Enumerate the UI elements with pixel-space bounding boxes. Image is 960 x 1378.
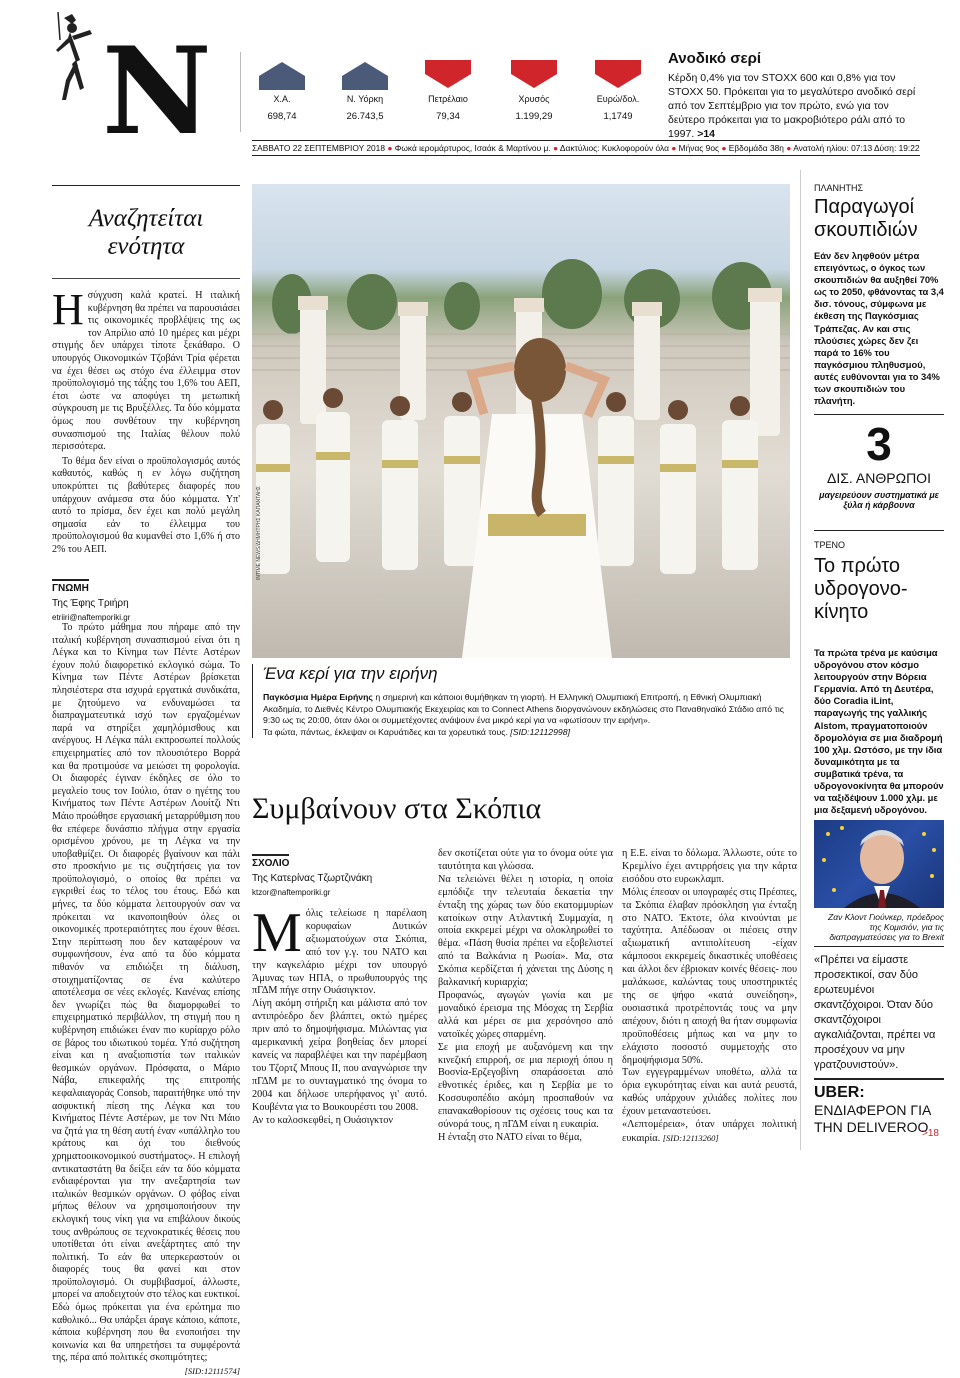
ticker-label: Πετρέλαιο <box>428 94 468 104</box>
dateline-week: Εβδομάδα 38η <box>728 143 784 153</box>
skopje-col1-text: όλις τελείωσε η παρέλαση κορυφαίων Δυτικών αξιωματούχων στα Σκόπια, από τον γ.γ. του ΝΑΤΟ και την καγκελάριο μέχρι τον υπουργό Άμυνας των ΗΠΑ, ο πρωθυπουργός της πΓΔΜ πήγε στην Ουάσιγκτον. Λίγη ακόμη στήριξη και μάλιστα από τον αντιπρόεδρο δεν βλάπτει, οκτώ ημέρες πριν από το δημοψήφισμα. Μιλώντας για αμερικανική χείρα βοηθείας δεν μπορεί κανείς να παραβλέψει και την παρέμβαση του Τζορτζ Μπους ΙΙ, που αναγνώρισε την πΓΔΜ με το συνταγματικό της όνομα το 2004 και δήλωσε υπερήφανος γι' αυτό. Κουβέντα για το Βουκουρέστι του 2008. Αν το καλοσκεφθεί, η Ουάσιγκτον <box>252 908 427 1126</box>
caption-body: η σημερινή και κάποιοι θυμήθηκαν τη γιορτή. Η Ελληνική Ολυμπιακή Επιτροπή, η Εθνική Ολυμπιακή Ακαδημία, το Διεθνές Κέντρο Ολυμπιακής Εκεχειρίας και το Connect Athens διοργανώνουν εκδηλώσεις στο Παναθηναϊκό Στάδιο από τις 9:30 ως τις 20:00, όταν όλοι οι συμμετέχοντες ανάψουν ένα μικρό κερί για να «φωτίσουν την ειρήνη». <box>263 692 784 725</box>
up-arrow-icon <box>423 60 473 90</box>
ticker-value: 698,74 <box>267 111 297 122</box>
divider <box>52 185 240 186</box>
masthead-letter: N <box>102 21 208 162</box>
market-title: Ανοδικό σερί <box>668 50 762 67</box>
planet-headline: Παραγωγοί σκουπιδιών <box>814 196 918 241</box>
market-box <box>668 50 928 141</box>
dateline-date: ΣΑΒΒΑΤΟ 22 ΣΕΠΤΕΜΒΡΙΟΥ 2018 <box>252 143 385 153</box>
masthead <box>50 10 208 162</box>
dateline-celebration: Φωκά ιερομάρτυρος, Ισαάκ & Μαρτίνου μ. <box>394 143 551 153</box>
uber-headline: UBER: <box>814 1084 865 1101</box>
ticker-value: 79,34 <box>436 111 460 122</box>
ticker-label: Χ.Α. <box>273 94 291 104</box>
opinion-email[interactable]: etriiri@naftemporiki.gr <box>52 613 131 622</box>
hermes-logo-icon <box>50 10 100 110</box>
big-number: 3 <box>866 418 892 470</box>
portrait-illustration <box>814 820 944 908</box>
market-body: Κέρδη 0,4% για τον STOXX 600 και 0,8% για τον STOXX 50. Πρόκειται για το μεγαλύτερο ανοδικό σερί από τον Σεπτέμβριο για τον πρώτο, ενώ για τον δεύτερο πρόκειται για το μακροβιότερο ράλι από το 1997. <box>668 72 916 140</box>
skopje-kicker: ΣΧΟΛΙΟ <box>252 854 289 869</box>
photo-caption <box>252 664 792 738</box>
divider <box>814 530 944 531</box>
ticker-ny <box>335 60 395 122</box>
down-arrow-icon <box>340 60 390 90</box>
ticker-label: Ευρώ/δολ. <box>596 94 640 104</box>
dateline: ΣΑΒΒΑΤΟ 22 ΣΕΠΤΕΜΒΡΙΟΥ 2018 ● Φωκά ιερομάρτυρος, Ισαάκ & Μαρτίνου μ. ● Δακτύλιος: Κυκλοφορούν όλα ● Μήνας 9ος ● Εβδομάδα 38η ● Ανατολή ηλίου: 07:13 Δύση: 19:22 <box>252 140 920 156</box>
skopje-column-2 <box>438 848 613 1148</box>
opinion-kicker: ΓΝΩΜΗ <box>52 579 89 594</box>
uber-sub: ΕΝΔΙΑΦΕΡΟΝ ΓΙΑ ΤΗΝ DELIVEROO <box>814 1102 931 1135</box>
big-number-sub: μαγειρεύουν συστηματικά με ξύλα ή κάρβουνα <box>819 490 939 510</box>
dropcap: Η <box>52 285 84 334</box>
market-ref-link[interactable]: >14 <box>697 128 716 140</box>
dropcap: Μ <box>252 902 302 964</box>
ticker-value: 1.199,29 <box>515 111 553 122</box>
dateline-ring: Δακτύλιος: Κυκλοφορούν όλα <box>559 143 669 153</box>
ticker-label: Χρυσός <box>518 94 550 104</box>
opinion-author: Της Έφης Τριήρη <box>52 598 129 609</box>
ticker-xa <box>252 60 312 122</box>
train-section: ΤΡΕΝΟ <box>814 540 846 550</box>
dateline-sun: Ανατολή ηλίου: 07:13 Δύση: 19:22 <box>793 143 920 153</box>
ticker-label: Ν. Υόρκη <box>346 94 384 104</box>
skopje-col2-text: δεν σκοτίζεται ούτε για το όνομα ούτε για ταυτότητα και γλώσσα. Να τελειώνει θέλει η ιστορία, η οποία εμπόδιζε την τελευταία δεκαετία την ένταξη της χώρας των δύο εκατομμυρίων κατοίκων στην Ατλαντική Συμμαχία, η οποία εκκρεμεί μέχρι να ολοκληρωθεί το θέμα. «Πάση θυσία πρέπει να εξοβελιστεί από τα Βαλκάνια η Ρωσία». Μα, στα Σκόπια κερδίζεται ή χάνεται της Δύσης η βαλκανική κυριαρχία; Προφανώς, αγωγών γωνία και με μοναδικό έρεισμα της Μόσχας τη Σερβία αλλά και μέρει σε μια χερσόνησο από νατοϊκές χώρες σπαρμένη. Σε μια εποχή με αυξανόμενη και την κινεζική επιρροή, σε μια περιοχή όπου η Βοσνία-Ερζεγοβίνη σπαράσσεται από εθνοτικές έριδες, και η Σερβία με το Κοσσυφοπέδιο ακόμη προσπαθούν να επανακαθορίσουν τις σχέσεις τους και τα σύνορά τους, η πΓΔΜ είναι η ευκαιρία. Η ένταξη στο ΝΑΤΟ είναι το θέμα, <box>438 848 613 1143</box>
juncker-name: Ζαν Κλοντ Γιούνκερ <box>828 912 902 922</box>
caption-end: Τα φώτα, πάντως, έκλεψαν οι Καρυάτιδες και τα χορευτικά τους. <box>263 726 508 737</box>
juncker-quote: «Πρέπει να είμαστε προσεκτικοί, σαν δύο ερωτευμένοι σκαντζόχοιροι. Όταν δύο σκαντζόχοιροι αγκαλιάζονται, πρέπει να προσέχουν να μην γρατζουνιστούν». <box>814 954 936 1071</box>
train-text: Τα πρώτα τρένα με καύσιμα υδρογόνου στον κόσμο λειτουργούν στην Βόρεια Γερμανία. Από τη Δευτέρα, δύο Coradia iLint, παραγωγής της γαλλικής Alstom, πραγματοποιούν δρομολόγια σε μια διαδρομή 100 χλμ. Ωστόσο, με την ίδια δυναμικότητα με τα συμβατικά τρένα, τα υδρογονοκίνητα θα μπορούν να ταξιδέψουν 1.000 χλμ. με μια δεξαμενή υδρογόνου. <box>814 647 944 816</box>
skopje-author: Της Κατερίνας Τζωρτζινάκη <box>252 873 373 884</box>
juncker-photo <box>814 820 944 908</box>
juncker-caption <box>814 912 944 942</box>
divider <box>814 414 944 415</box>
ticker-value: 1,1749 <box>603 111 633 122</box>
ticker-oil <box>418 60 478 122</box>
opinion-paragraph: Το θέμα δεν είναι ο προϋπολογισμός αυτός καθαυτός, καθώς η εν λόγω συζήτηση υποκρύπτει τις βαθύτερες διαφορές που υπάρχουν ανάμεσα στα δύο κόμματα. Υπ' αυτό το πρίσμα, δεν έχει και πολύ μεγάλη σημασία εάν το έλλειμμα του προϋπολογισμού θα κυμανθεί στο 1,6% ή στο 2% του ΑΕΠ. <box>52 455 240 555</box>
dancers-illustration <box>252 184 790 658</box>
skopje-email[interactable]: ktzor@naftemporiki.gr <box>252 888 331 897</box>
caption-text <box>263 692 792 738</box>
uber-ref-link[interactable]: >18 <box>922 1128 939 1139</box>
divider <box>814 1078 944 1080</box>
skopje-title: Συμβαίνουν στα Σκόπια <box>252 792 542 825</box>
juncker-caption-rest: , πρόεδρος της Κομισιόν, για τις διαπραγματεύσεις για το Brexit <box>829 912 944 942</box>
skopje-column-1 <box>252 902 427 1148</box>
divider <box>52 278 240 279</box>
ticker-gold <box>504 60 564 122</box>
big-number-label: ΔΙΣ. ΑΝΘΡΩΠΟΙ <box>827 470 931 486</box>
up-arrow-icon <box>593 60 643 90</box>
train-headline: Το πρώτο υδρογονο-κίνητο <box>814 555 908 623</box>
skopje-sid: [SID:12113260] <box>662 1132 719 1143</box>
opinion-paragraph: σύγχυση καλά κρατεί. Η ιταλική κυβέρνηση θα πρέπει να παρουσιάσει τις οικονομικές προβλέψεις της ως τον Απρίλιο από 10 ημέρες και μέχρι στιγμής δεν υπάρχει τίποτε ξεκάθαρο. Ο υπουργός Οικονομικών Τζοβάνι Τρία φέρεται να έχει θέσει ως στόχο ένα έλλειμμα στον προϋπολογισμό της τάξης του 1,6% του ΑΕΠ, έτσι ώστε να αποφύγει τη μετωπική σύγκρουση με τις Βρυξέλλες. Τα δύο κόμματα όμως που συνθέτουν την κυβέρνηση συνασπισμού της Ιταλίας θέλουν πολύ περισσότερα. <box>52 290 240 453</box>
caption-title: Ένα κερί για την ειρήνη <box>263 664 438 683</box>
opinion-body-top <box>52 285 240 575</box>
opinion-paragraph: Το πρώτο μάθημα που πήραμε από την ιταλική κυβέρνηση συνασπισμού είναι ότι η Λέγκα και το Κίνημα των Πέντε Αστέρων έχουν πολύ διαφορετικό εκλογικό σώμα. Το Κίνημα των Πέντε Αστέρων βρίσκεται πλησιέστερα στα ισχυρά εργατικά συνδικάτα, με ζητούμενο να ενδυναμώσει τα διαπραγματευτικά ισχύ των εργαζομένων παρά να στηρίξει χαμηλόμισθους και ανέργους. Η Λέγκα πάλι εκπροσωπεί πολλούς επιχειρηματίες από τον πλουσιότερο Βορρά και θα προτιμούσε να μειώσει τη φορολογία. Οι διαφορές έγιναν έκδηλες σε όλο το μεγαλείο τους τον Ιούλιο, όταν ο ηγέτης του Κινήματος των Πέντε Αστέρων Λουίτζι Ντι Μάιο προώθησε εργασιακή μεταρρύθμιση που θα επέφερε δυνάσπιο πλήγμα στην εργασία ορισμένου χρόνου, με τη Λέγκα να την υποβαθμίζει. Οι διαφορές βγαίνουν και πάλι στο προσκήνιο με τις συζητήσεις για τον προϋπολογισμό, ο οποίος θα πρέπει να εγκριθεί έως το τέλος του έτους. Εδώ και μήνες, τα δύο κόμματα λειτουργούν σαν να πρόκειται να ικανοποιηθούν όλες οι οικονομικές προτεραιότητες που έχουν θέσει. Στην περίπτωση που δεν καταφέρουν να συμφωνήσουν, ένα από τα δύο κόμματα πιθανόν να επιδιώξει τη διάλυση, στοιχηματίζοντας σε ένα καλύτερο αποτέλεσμα σε νέες εκλογές. Κανένας επίσης δεν γνωρίζει πώς θα διαμορφωθεί το επιχειρηματικό περιβάλλον, τη στιγμή που η κυβέρνηση επιδιώκει έναν πιο κυρίαρχο ρόλο σε βάρος του ιδιωτικού τομέα. Υπό συζήτηση είναι και η αναξιοπιστία των ιταλικών θεσμικών οργάνων. Πρόσφατα, ο Μάριο Νάβα, επικεφαλής της επιτροπής κεφαλαιαγοράς Consob, παραιτήθηκε υπό την ασφυκτική πίεση της Λέγκα και του Κινήματος Πέντε Αστέρων, με τον Ντι Μάιο να ζητά για τη θέση αυτή έναν «υπάλληλο του κράτους και όχι του διεθνούς χρηματοοικονομικού συστήματος». Η επιλογή αντικαταστάτη θα δείξει εάν τα δύο κόμματα ενδιαφέρονται για την ανεξαρτησία των ιταλικών θεσμικών οργάνων. Ο φόβος είναι μήπως θέλουν να χρησιμοποιήσουν την εκλογική τους νίκη για να επιβάλουν δικούς τους ανθρώπους σε τεχνοκρατικές θέσεις που υποτίθεται ότι είναι ανεξάρτητες από την πολιτική. Το εάν θα υπερκεραστούν οι διαφορές τους θα φανεί και στον προϋπολογισμό. Οι συμβιβασμοί, άλλωστε, μπορεί να αποδειχτούν στο τέλος και ευκτικοί. Εδώ όμως πρόκειται για ένα ερώτημα πιο καθολικό... Θα υπάρξει άραγε κάποιο, κάποτε, κάποια κυβέρνηση που θα ενοποιήσει την κοινωνία και θα υπηρετήσει τα συμφέροντά της, πέρα από πολιτικές σκοπιμότητες; <box>52 622 240 1364</box>
masthead-divider <box>240 52 241 132</box>
quote-box <box>814 946 944 1073</box>
opinion-sid: [SID:12111574] <box>184 1366 240 1377</box>
market-text <box>668 71 928 141</box>
right-column-divider <box>800 170 801 1150</box>
caryatids-photo <box>252 184 790 658</box>
opinion-body-bottom <box>52 622 240 1377</box>
ticker-eurusd <box>588 60 648 122</box>
caption-lead: Παγκόσμια Ημέρα Ειρήνης <box>263 692 373 702</box>
skopje-col3-text: η Ε.Ε. είναι το δόλωμα. Άλλωστε, ούτε το Κρεμλίνο έχει αντιρρήσεις για την κάρτα εισόδου στο ευρωκλαμπ. Μόλις έπεσαν οι υπογραφές στις Πρέσπες, τα Σκόπια έλαβαν πρόσκληση για ένταξη στο ΝΑΤΟ. Έκτοτε, όλα κινούνται με ταχύτητα. Απέδωσαν οι πιέσεις στην αξιωματική αντιπολίτευση -είχαν κάμποσοι εκκρεμείς δικαστικές υποθέσεις και άλλοι δεν έβριοκαν κοινές θέσεις- που μαλάκωσε, καλώντας τους υποστηρικτές της σε ψήφο «κατά συνείδηση», ουσιαστικά προτρέποντάς τους να μην απέχουν, διότι η αποχή θα ήταν συμφωνία προϋποθέσεις μήπως και να μην το ελάχιστο ποσοστό συμμετοχής στο δημοψήφισμα 50%. Των εγγεγραμμένων υποθέτω, αλλά τα όρια εγκυρότητας είναι και αυτά ρευστά, καθώς υπάρχουν χιλιάδες πολίτες που έχουν μεταναστεύσει. «Λεπτομέρεια», όταν υπάρχει πολιτική ευκαιρία. <box>622 848 797 1144</box>
planet-text: Εάν δεν ληφθούν μέτρα επειγόντως, ο όγκος των σκουπιδιών θα αυξηθεί 70% ως το 2050, φθάνοντας τα 3,4 δισ. τόνους, σύμφωνα με έκθεση της Παγκόσμιας Τράπεζας. Αν και στις πλούσιες χώρες δεν ζει παρά το 16% του παγκόσμιου πληθυσμού, αυτές ευθύνονται για το 34% των σκουπιδιών του πλανήτη. <box>814 250 944 407</box>
skopje-column-3 <box>622 848 797 1148</box>
down-arrow-icon <box>257 60 307 90</box>
photo-credit: INTIME NEWS/ΔΗΜΗΤΡΗΣ ΚΑΠΑΝΤΑΗΣ <box>256 486 262 580</box>
dateline-month: Μήνας 9ος <box>678 143 720 153</box>
planet-section: ΠΛΑΝΗΤΗΣ <box>814 183 864 193</box>
up-arrow-icon <box>509 60 559 90</box>
caption-sid: [SID:12112998] <box>510 726 571 737</box>
skopje-byline <box>252 853 422 897</box>
opinion-title: Αναζητείται ενότητα <box>88 205 204 260</box>
opinion-byline <box>52 578 172 622</box>
ticker-value: 26.743,5 <box>346 111 384 122</box>
